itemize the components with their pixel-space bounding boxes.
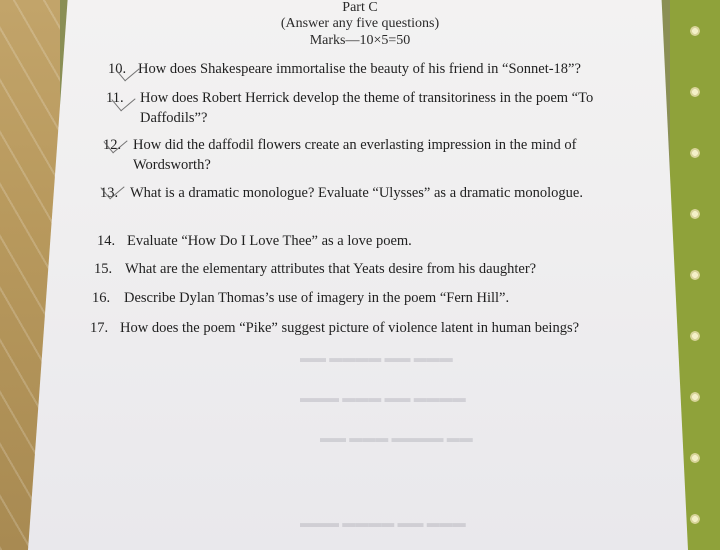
marks-text: Marks—10×5=50 <box>309 33 411 48</box>
question-number: 15. <box>94 261 113 277</box>
question-item <box>106 88 616 128</box>
question-text: How does Shakespeare immortalise the beauty of his friend in “Sonnet-18”? <box>138 61 581 77</box>
cloth-pattern-icon <box>690 209 700 219</box>
question-number: 16. <box>92 290 111 306</box>
question-item <box>108 59 608 79</box>
cloth-pattern-icon <box>690 87 700 97</box>
question-item <box>103 135 613 175</box>
question-text: How does the poem “Pike” suggest picture of violence latent in human beings? <box>120 320 580 336</box>
bleed-through-mark: ▬▬ ▬▬▬▬ ▬▬▬ ▬▬ <box>320 430 473 445</box>
question-item <box>97 231 607 251</box>
question-text: Evaluate “How Do I Love Thee” as a love poem. <box>127 233 412 249</box>
cloth-pattern-icon <box>690 514 700 524</box>
cloth-pattern-icon <box>690 148 700 158</box>
question-text: Describe Dylan Thomas’s use of imagery in the poem “Fern Hill”. <box>124 290 510 306</box>
question-item <box>100 183 610 223</box>
cloth-pattern-icon <box>690 270 700 280</box>
question-number: 17. <box>90 320 109 336</box>
bleed-through-mark: ▬▬▬ ▬▬ ▬▬▬▬ ▬▬ <box>300 350 453 365</box>
cloth-pattern-icon <box>690 453 700 463</box>
question-text: How does Robert Herrick develop the theme of transitoriness in the poem “To Daffodils”? <box>140 90 594 126</box>
instruction-text: (Answer any five questions) <box>280 16 440 31</box>
bleed-through-mark: ▬▬▬▬ ▬▬ ▬▬▬ ▬▬▬ <box>300 390 466 405</box>
cloth-pattern-icon <box>690 331 700 341</box>
question-text: What are the elementary attributes that Yeats desire from his daughter? <box>125 261 537 277</box>
question-number: 11. <box>106 90 124 106</box>
question-item <box>94 259 614 279</box>
question-number: 14. <box>97 233 116 249</box>
cloth-pattern-icon <box>690 392 700 402</box>
question-item <box>90 318 620 358</box>
question-number: 13. <box>100 185 119 201</box>
question-number: 12. <box>103 137 122 153</box>
bleed-through-mark: ▬▬▬ ▬▬ ▬▬▬▬ ▬▬▬ <box>300 515 466 530</box>
part-title: Part C <box>342 0 378 15</box>
question-text: What is a dramatic monologue? Evaluate “Ulysses” as a dramatic monologue. <box>130 185 583 201</box>
question-text: How did the daffodil flowers create an everlasting impression in the mind of Wordsworth? <box>133 137 577 173</box>
question-item <box>92 288 612 308</box>
question-number: 10. <box>108 61 127 77</box>
